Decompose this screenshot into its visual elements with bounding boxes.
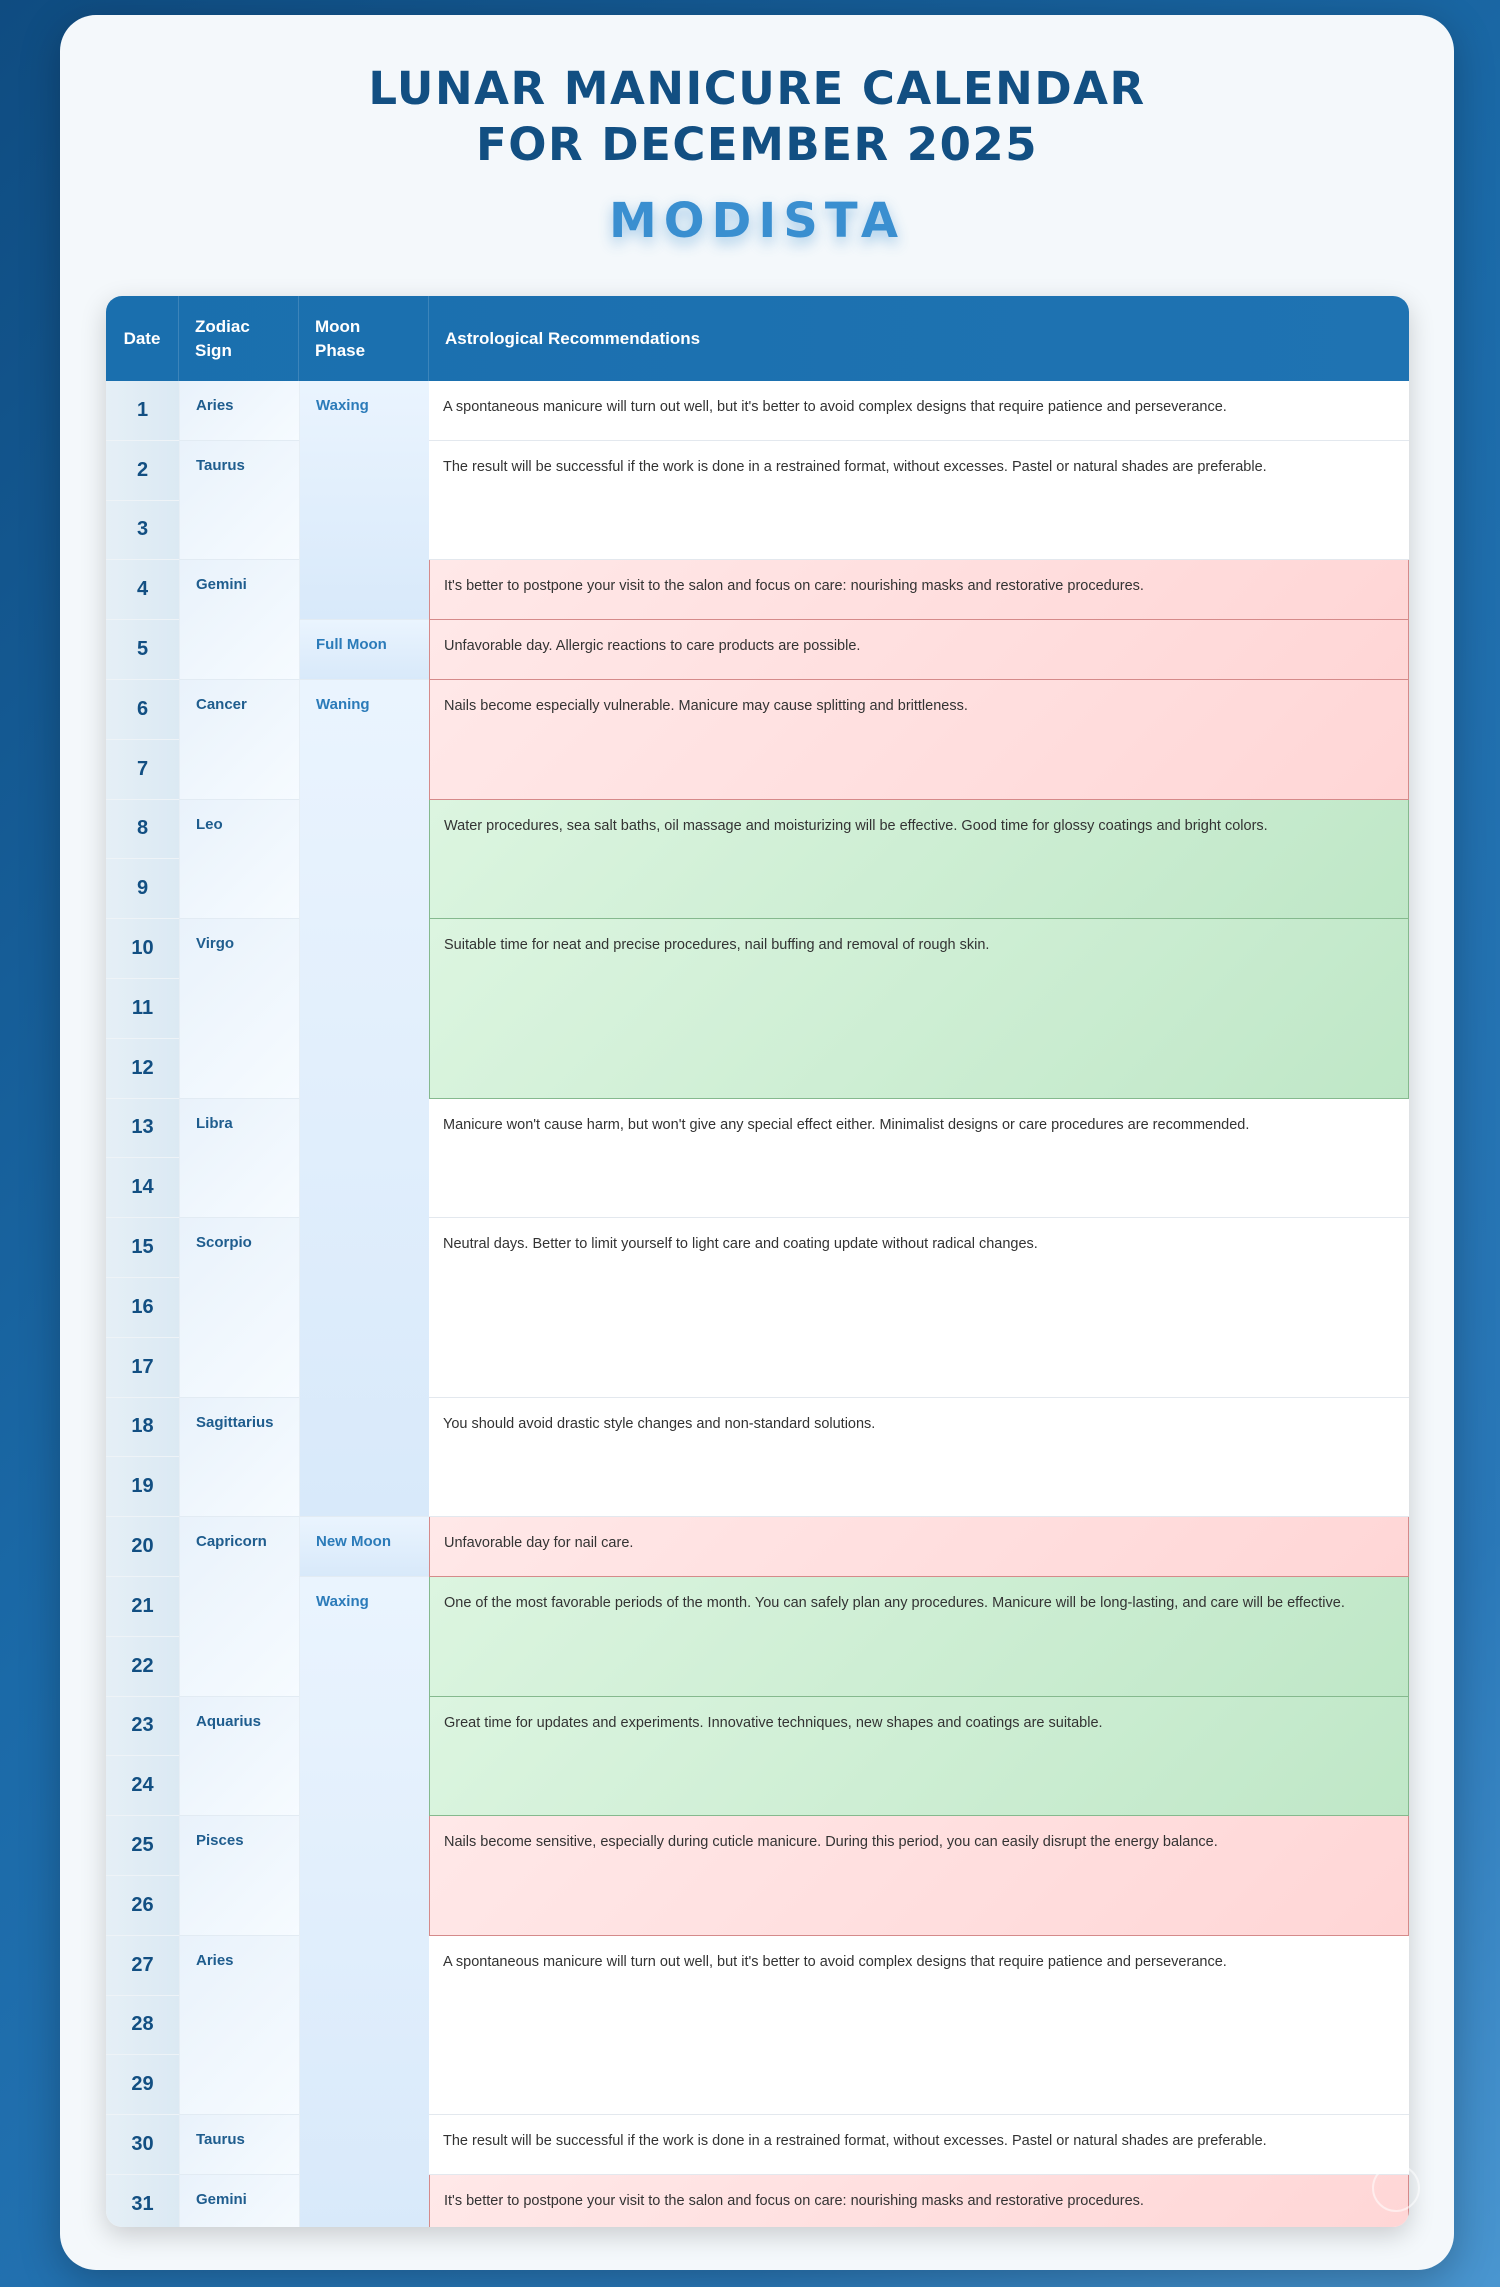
header-moon-phase: Moon Phase — [299, 296, 429, 381]
date-cell: 29 — [106, 2055, 179, 2115]
recommendation-cell: Great time for updates and experiments. Innovative techniques, new shapes and coatings are suitable. — [429, 1697, 1409, 1817]
page-title — [60, 61, 1454, 173]
recommendation-cell: Water procedures, sea salt baths, oil massage and moisturizing will be effective. Good time for glossy coatings and bright colors. — [429, 800, 1409, 920]
date-cell: 20 — [106, 1517, 179, 1577]
recommendation-cell: The result will be successful if the work is done in a restrained format, without excesses. Pastel or natural shades are preferable. — [429, 2115, 1409, 2175]
brand-logo: MODISTA — [608, 193, 905, 249]
date-cell: 19 — [106, 1457, 179, 1517]
zodiac-cell: Gemini — [179, 560, 299, 680]
recommendation-cell: Nails become sensitive, especially during cuticle manicure. During this period, you can easily disrupt the energy balance. — [429, 1816, 1409, 1936]
recommendation-cell: You should avoid drastic style changes and non-standard solutions. — [429, 1398, 1409, 1518]
recommendation-cell: It's better to postpone your visit to the salon and focus on care: nourishing masks and restorative procedures. — [429, 560, 1409, 620]
date-cell: 25 — [106, 1816, 179, 1876]
date-cell: 10 — [106, 919, 179, 979]
calendar-table — [106, 296, 1409, 2227]
zodiac-cell: Leo — [179, 800, 299, 920]
date-cell: 22 — [106, 1637, 179, 1697]
date-cell: 8 — [106, 800, 179, 860]
date-cell: 3 — [106, 501, 179, 561]
header-zodiac-sign: Zodiac Sign — [179, 296, 299, 381]
date-cell: 28 — [106, 1996, 179, 2056]
zodiac-cell: Capricorn — [179, 1517, 299, 1696]
zodiac-cell: Virgo — [179, 919, 299, 1098]
zodiac-cell: Cancer — [179, 680, 299, 800]
date-cell: 21 — [106, 1577, 179, 1637]
title-line-2: FOR DECEMBER 2025 — [475, 118, 1039, 171]
recommendation-cell: A spontaneous manicure will turn out well, but it's better to avoid complex designs that require patience and perseverance. — [429, 1936, 1409, 2115]
date-cell: 6 — [106, 680, 179, 740]
date-cell: 30 — [106, 2115, 179, 2175]
recommendation-cell: It's better to postpone your visit to the salon and focus on care: nourishing masks and restorative procedures. — [429, 2175, 1409, 2227]
date-cell: 16 — [106, 1278, 179, 1338]
date-cell: 26 — [106, 1876, 179, 1936]
date-cell: 31 — [106, 2175, 179, 2227]
recommendation-cell: The result will be successful if the work is done in a restrained format, without excesses. Pastel or natural shades are preferable. — [429, 441, 1409, 561]
header-date: Date — [106, 296, 179, 381]
date-cell: 5 — [106, 620, 179, 680]
moon-phase-cell: Waxing — [299, 1577, 429, 2227]
date-cell: 27 — [106, 1936, 179, 1996]
date-cell: 13 — [106, 1099, 179, 1159]
recommendation-cell: Neutral days. Better to limit yourself to light care and coating update without radical changes. — [429, 1218, 1409, 1397]
recommendation-cell: Unfavorable day for nail care. — [429, 1517, 1409, 1577]
recommendation-cell: One of the most favorable periods of the month. You can safely plan any procedures. Manicure will be long-lasting, and care will be effective. — [429, 1577, 1409, 1697]
date-cell: 24 — [106, 1756, 179, 1816]
zodiac-cell: Taurus — [179, 2115, 299, 2175]
calendar-card — [60, 15, 1454, 2270]
date-cell: 11 — [106, 979, 179, 1039]
zodiac-cell: Taurus — [179, 441, 299, 561]
watermark-icon — [1372, 2164, 1420, 2212]
recommendation-cell: Nails become especially vulnerable. Manicure may cause splitting and brittleness. — [429, 680, 1409, 800]
zodiac-cell: Aquarius — [179, 1697, 299, 1817]
date-cell: 15 — [106, 1218, 179, 1278]
header-recommendations: Astrological Recommendations — [445, 328, 701, 348]
date-cell: 2 — [106, 441, 179, 501]
recommendation-cell: Unfavorable day. Allergic reactions to care products are possible. — [429, 620, 1409, 680]
date-cell: 9 — [106, 859, 179, 919]
recommendation-cell: Suitable time for neat and precise procedures, nail buffing and removal of rough skin. — [429, 919, 1409, 1098]
moon-phase-cell: New Moon — [299, 1517, 429, 1577]
zodiac-cell: Gemini — [179, 2175, 299, 2227]
recommendation-cell: A spontaneous manicure will turn out well, but it's better to avoid complex designs that require patience and perseverance. — [429, 381, 1409, 441]
date-cell: 1 — [106, 381, 179, 441]
date-cell: 7 — [106, 740, 179, 800]
moon-phase-cell: Waxing — [299, 381, 429, 620]
zodiac-cell: Sagittarius — [179, 1398, 299, 1518]
table-header — [106, 296, 1409, 381]
date-cell: 12 — [106, 1039, 179, 1099]
moon-phase-cell: Waning — [299, 680, 429, 1517]
recommendation-cell: Manicure won't cause harm, but won't give any special effect either. Minimalist designs or care procedures are recommended. — [429, 1099, 1409, 1219]
moon-phase-cell: Full Moon — [299, 620, 429, 680]
date-cell: 14 — [106, 1158, 179, 1218]
zodiac-cell: Aries — [179, 381, 299, 441]
date-cell: 18 — [106, 1398, 179, 1458]
title-line-1: LUNAR MANICURE CALENDAR — [368, 62, 1146, 115]
zodiac-cell: Libra — [179, 1099, 299, 1219]
date-cell: 4 — [106, 560, 179, 620]
date-cell: 23 — [106, 1697, 179, 1757]
zodiac-cell: Aries — [179, 1936, 299, 2115]
zodiac-cell: Pisces — [179, 1816, 299, 1936]
date-cell: 17 — [106, 1338, 179, 1398]
zodiac-cell: Scorpio — [179, 1218, 299, 1397]
